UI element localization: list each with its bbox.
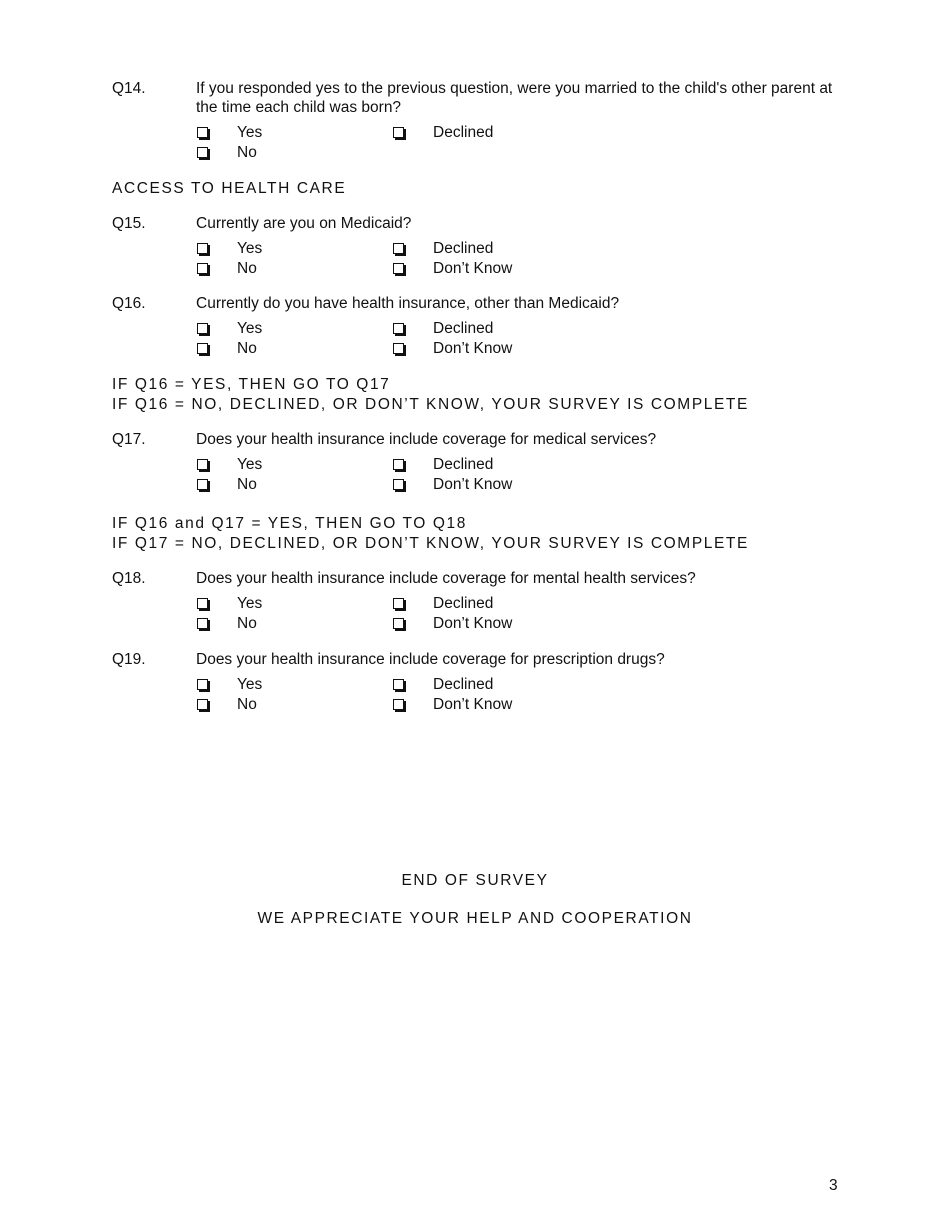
checkbox-icon[interactable]	[393, 127, 404, 138]
question-text: Currently are you on Medicaid?	[196, 215, 412, 232]
checkbox-icon[interactable]	[197, 459, 208, 470]
option-label[interactable]: Yes	[237, 456, 263, 473]
option-label[interactable]: No	[237, 340, 257, 357]
checkbox-icon[interactable]	[393, 699, 404, 710]
checkbox-icon[interactable]	[393, 459, 404, 470]
checkbox-icon[interactable]	[197, 679, 208, 690]
question-number: Q14.	[112, 80, 146, 97]
question-number: Q17.	[112, 431, 146, 448]
checkbox-icon[interactable]	[393, 323, 404, 334]
skip-instruction: IF Q16 and Q17 = YES, THEN GO TO Q18	[112, 515, 467, 532]
option-label[interactable]: No	[237, 696, 257, 713]
checkbox-icon[interactable]	[197, 147, 208, 158]
checkbox-icon[interactable]	[197, 323, 208, 334]
skip-instruction: IF Q16 = NO, DECLINED, OR DON’T KNOW, YOUR SURVEY IS COMPLETE	[112, 396, 749, 413]
end-of-survey-title: END OF SURVEY	[401, 872, 549, 889]
option-label[interactable]: No	[237, 476, 257, 493]
option-label[interactable]: Yes	[237, 124, 263, 141]
checkbox-icon[interactable]	[393, 263, 404, 274]
option-label[interactable]: Declined	[433, 320, 494, 337]
option-label[interactable]: Yes	[237, 320, 263, 337]
section-heading: ACCESS TO HEALTH CARE	[112, 180, 347, 197]
checkbox-icon[interactable]	[197, 699, 208, 710]
question-text: Currently do you have health insurance, other than Medicaid?	[196, 295, 620, 312]
option-label[interactable]: Yes	[237, 676, 263, 693]
checkbox-icon[interactable]	[197, 343, 208, 354]
checkbox-icon[interactable]	[393, 343, 404, 354]
option-label[interactable]: No	[237, 144, 257, 161]
skip-instruction: IF Q16 = YES, THEN GO TO Q17	[112, 376, 391, 393]
option-label[interactable]: Declined	[433, 456, 494, 473]
checkbox-icon[interactable]	[197, 127, 208, 138]
checkbox-icon[interactable]	[393, 479, 404, 490]
option-label[interactable]: Don’t Know	[433, 476, 513, 493]
checkbox-icon[interactable]	[393, 679, 404, 690]
page-number: 3	[829, 1177, 838, 1194]
option-label[interactable]: Yes	[237, 595, 263, 612]
option-label[interactable]: Yes	[237, 240, 263, 257]
option-label[interactable]: Declined	[433, 676, 494, 693]
option-label[interactable]: Don’t Know	[433, 696, 513, 713]
checkbox-icon[interactable]	[393, 243, 404, 254]
option-label[interactable]: Declined	[433, 240, 494, 257]
checkbox-icon[interactable]	[393, 618, 404, 629]
question-text: Does your health insurance include coverage for prescription drugs?	[196, 651, 665, 668]
option-label[interactable]: Don’t Know	[433, 615, 513, 632]
question-number: Q15.	[112, 215, 146, 232]
option-label[interactable]: Don’t Know	[433, 340, 513, 357]
question-text: Does your health insurance include coverage for mental health services?	[196, 570, 696, 587]
option-label[interactable]: Declined	[433, 595, 494, 612]
checkbox-icon[interactable]	[197, 263, 208, 274]
option-label[interactable]: Declined	[433, 124, 494, 141]
question-text: Does your health insurance include coverage for medical services?	[196, 431, 657, 448]
thank-you-message: WE APPRECIATE YOUR HELP AND COOPERATION	[257, 910, 693, 927]
skip-instruction: IF Q17 = NO, DECLINED, OR DON’T KNOW, YOUR SURVEY IS COMPLETE	[112, 535, 749, 552]
question-number: Q19.	[112, 651, 146, 668]
option-label[interactable]: No	[237, 260, 257, 277]
checkbox-icon[interactable]	[197, 243, 208, 254]
checkbox-icon[interactable]	[393, 598, 404, 609]
checkbox-icon[interactable]	[197, 618, 208, 629]
question-number: Q16.	[112, 295, 146, 312]
checkbox-icon[interactable]	[197, 479, 208, 490]
option-label[interactable]: No	[237, 615, 257, 632]
option-label[interactable]: Don’t Know	[433, 260, 513, 277]
question-number: Q18.	[112, 570, 146, 587]
checkbox-icon[interactable]	[197, 598, 208, 609]
question-text: If you responded yes to the previous question, were you married to the child's other parent at the time each child was born?	[196, 80, 833, 116]
